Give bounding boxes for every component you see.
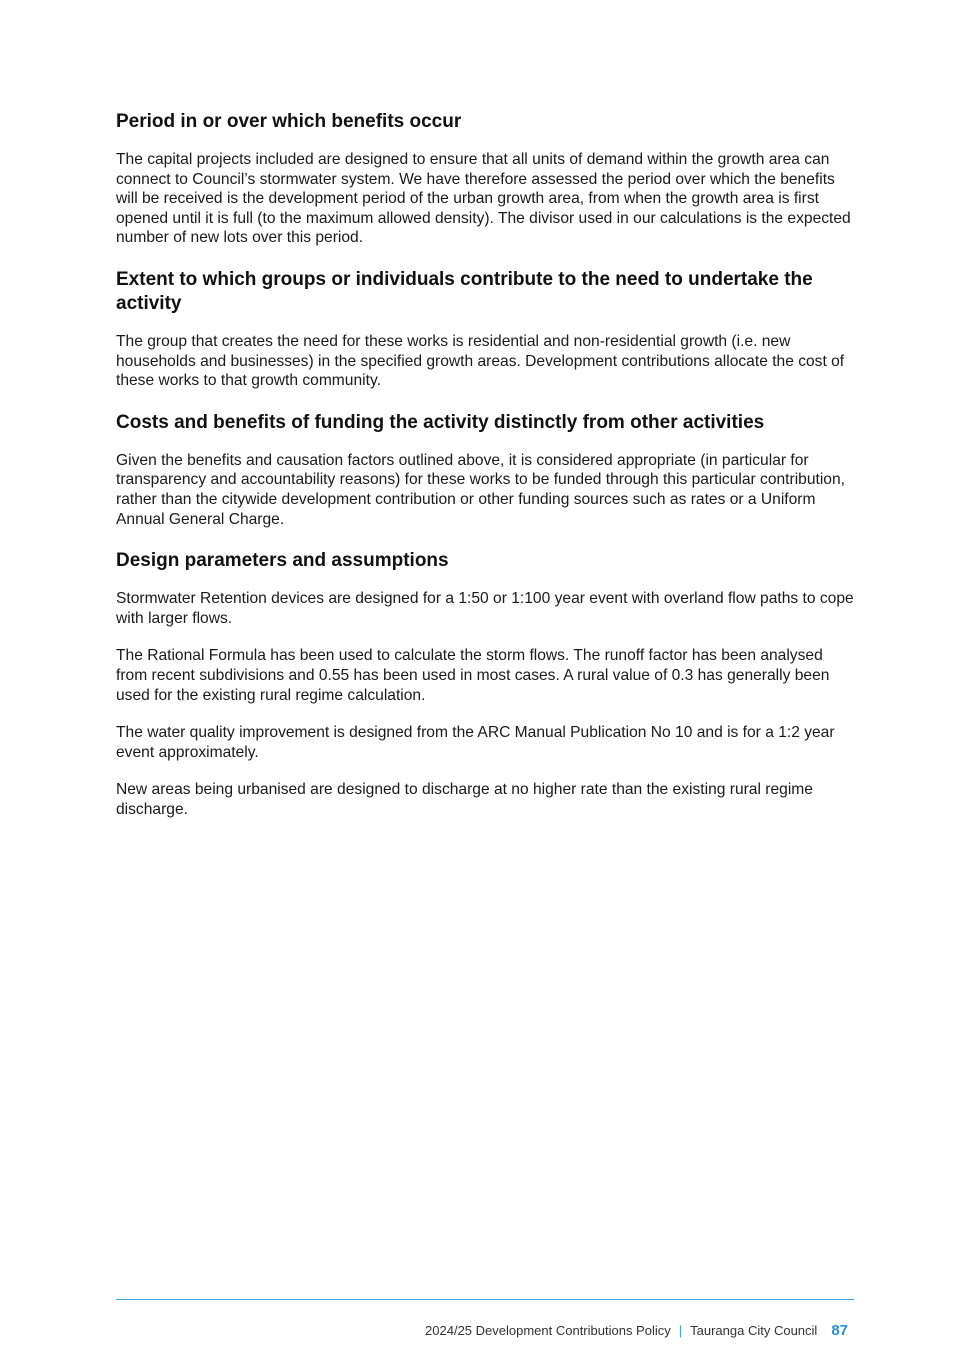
section-paragraph: The water quality improvement is designed from the ARC Manual Publication No 10 and is for a 1:2 year event approximately.: [116, 724, 835, 761]
section-heading: Design parameters and assumptions: [116, 550, 449, 572]
section-contribution-extent: [116, 268, 856, 391]
footer-organisation: Tauranga City Council: [690, 1323, 818, 1338]
section-benefits-period: [116, 110, 856, 248]
section-heading: Period in or over which benefits occur: [116, 111, 462, 132]
footer-separator: |: [678, 1323, 683, 1338]
section-heading: Extent to which groups or individuals contribute to the need to undertake the activity: [116, 268, 813, 314]
section-paragraph: Stormwater Retention devices are designed for a 1:50 or 1:100 year event with overland flow paths to cope with larger flows.: [116, 590, 854, 627]
section-heading: Costs and benefits of funding the activity distinctly from other activities: [116, 411, 765, 433]
page-number: 87: [831, 1322, 848, 1339]
document-body: [116, 110, 856, 839]
section-paragraph: The Rational Formula has been used to calculate the storm flows. The runoff factor has been analysed from recent subdivisions and 0.55 has been used in most cases. A rural value of 0.3 has generally been used for the existing rural regime calculation.: [116, 647, 830, 704]
section-paragraph: The capital projects included are designed to ensure that all units of demand within the growth area can connect to Council’s stormwater system. We have therefore assessed the period over which the benefits will be received is the development period of the urban growth area, from when the growth area is first opened until it is full (to the maximum allowed density). The divisor used in our calculations is the expected number of new lots over this period.: [116, 151, 851, 247]
section-design-parameters: [116, 549, 856, 819]
footer-divider: [116, 1299, 854, 1300]
section-paragraph: The group that creates the need for these works is residential and non-residential growth (i.e. new households and businesses) in the specified growth areas. Development contributions allocate the cost of these works to that growth community.: [116, 332, 845, 390]
page-footer: [425, 1322, 848, 1339]
section-paragraph: New areas being urbanised are designed to discharge at no higher rate than the existing rural regime discharge.: [116, 781, 813, 818]
section-paragraph: Given the benefits and causation factors outlined above, it is considered appropriate (in particular for transparency and accountability reasons) for these works to be funded through this particular contribution, rather than the citywide development contribution or other funding sources such as rates or a Uniform Annual General Charge.: [116, 451, 845, 528]
footer-document-title: 2024/25 Development Contributions Policy: [425, 1323, 671, 1338]
section-costs-benefits: [116, 411, 856, 529]
